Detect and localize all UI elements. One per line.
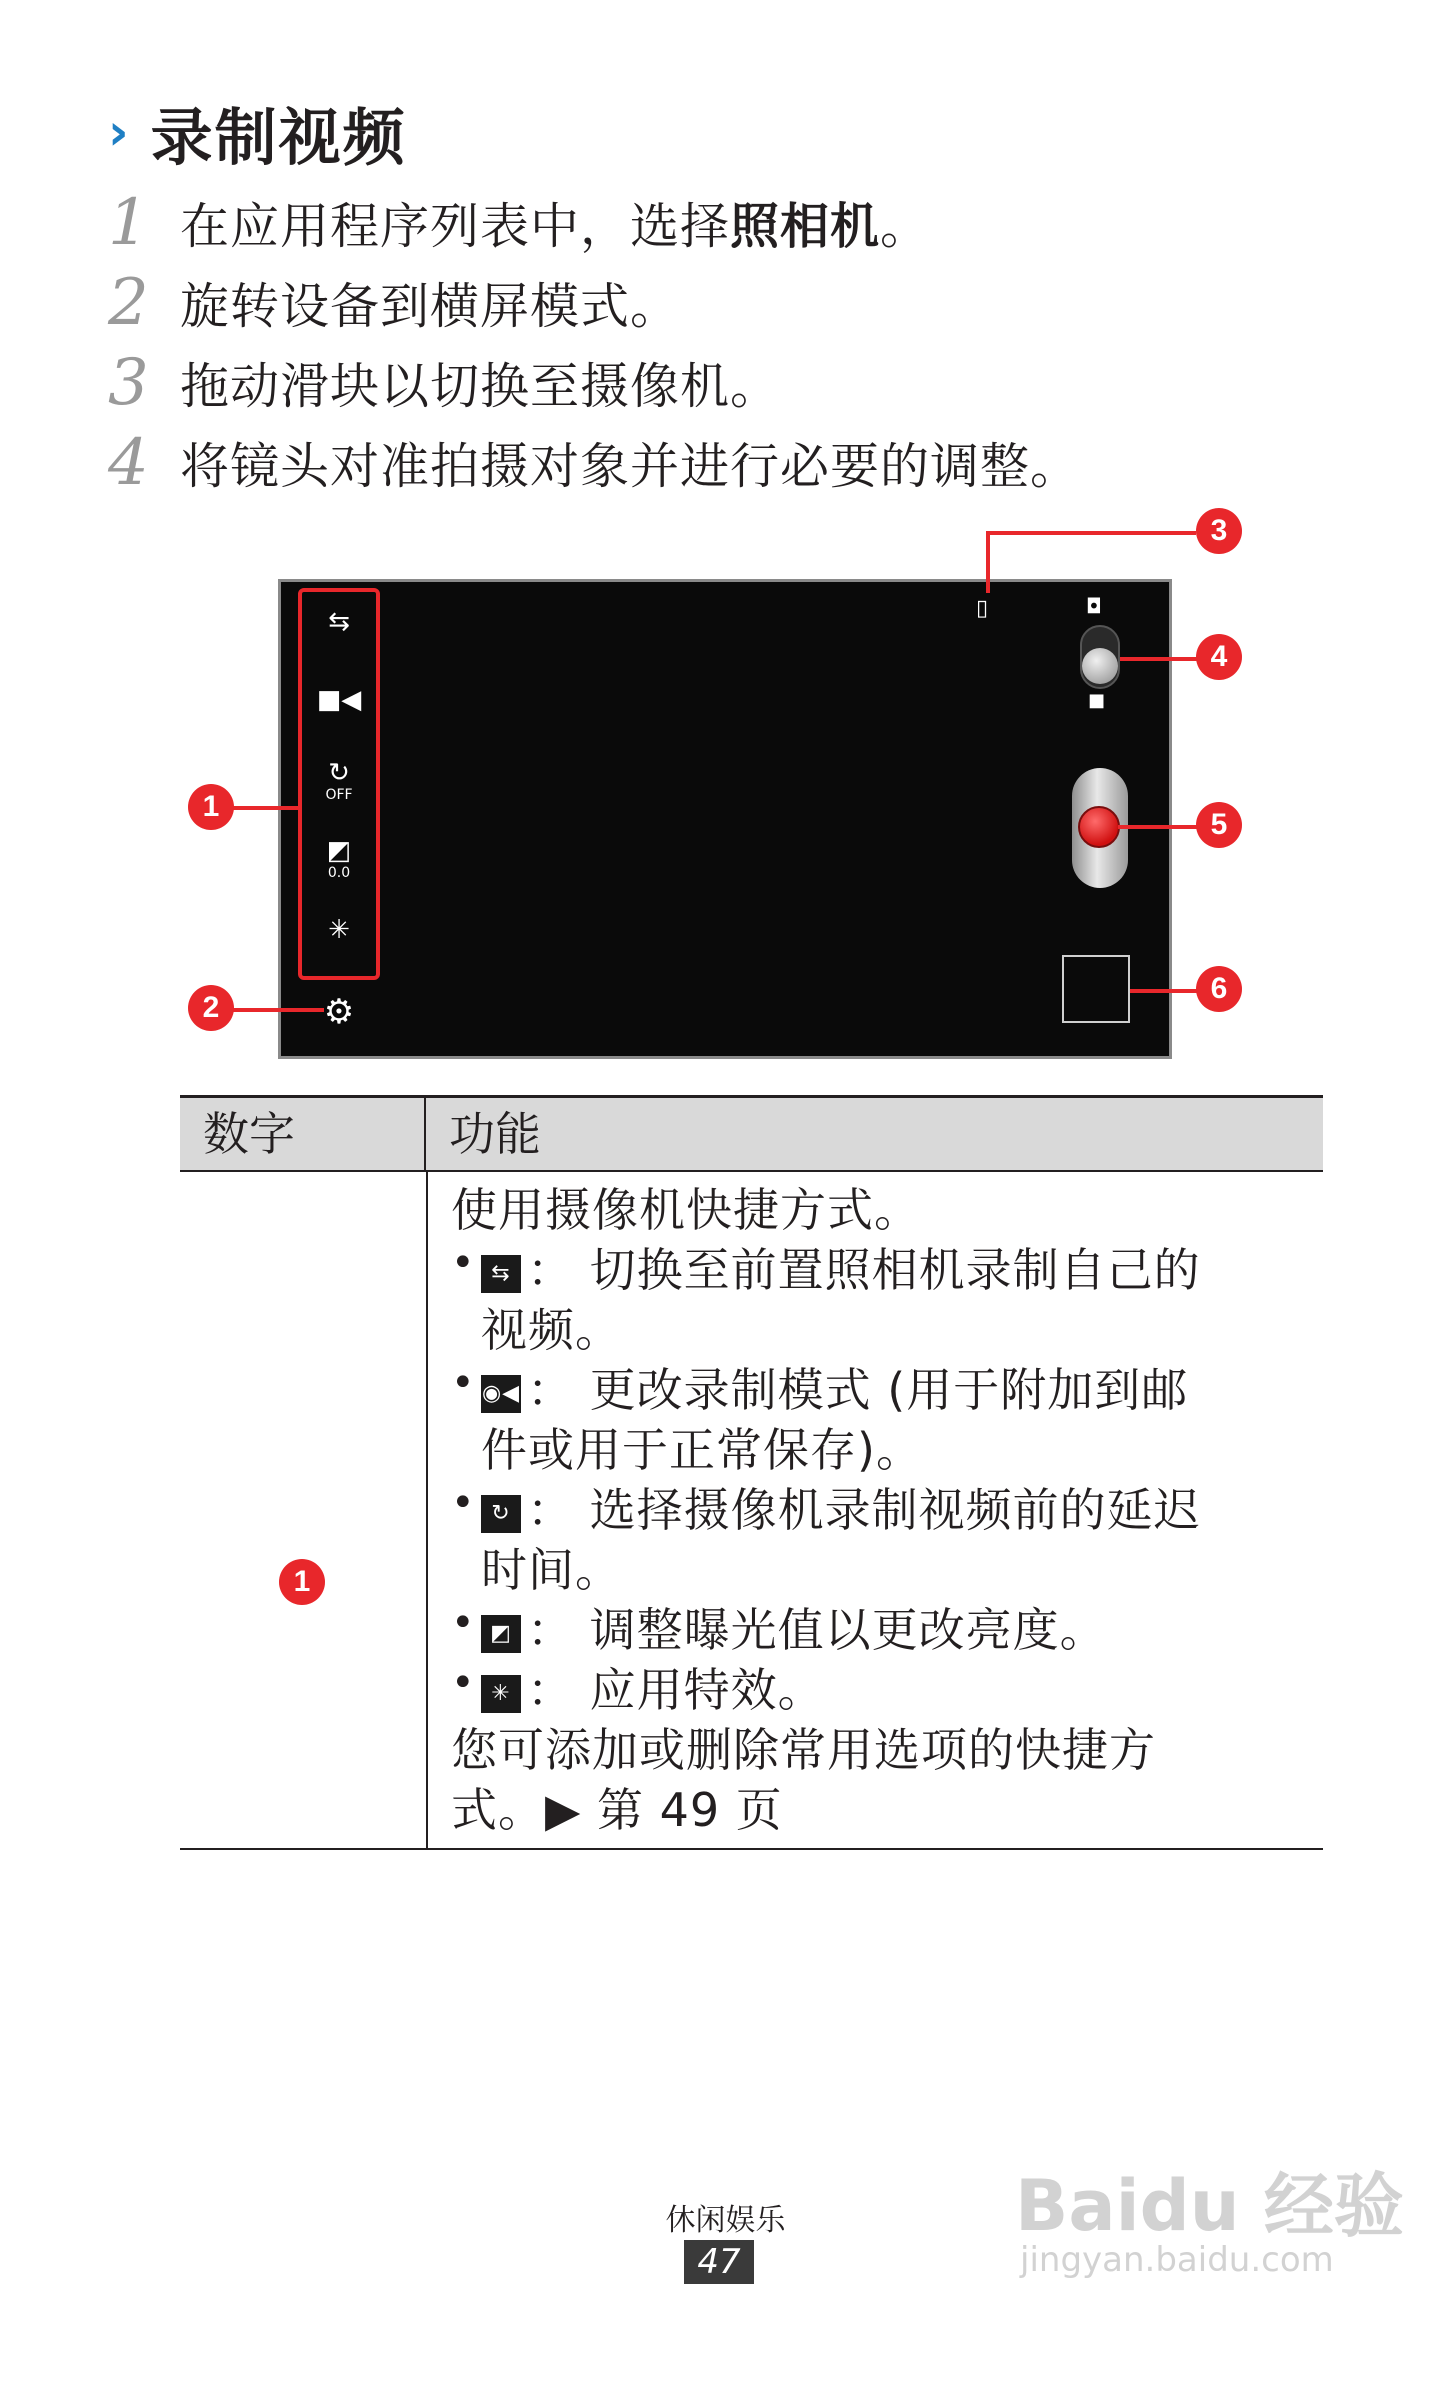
step-text: 将镜头对准拍摄对象并进行必要的调整。 — [180, 438, 1081, 495]
switch-camera-icon: ⇆ — [481, 1255, 521, 1293]
footer-category: 休闲娱乐 — [665, 2203, 786, 2238]
callout-1: 1 — [188, 784, 234, 830]
list-item: • ⇆ ： 切换至前置照相机录制自己的 视频。 — [451, 1240, 1201, 1357]
leader-line-5 — [1118, 825, 1198, 829]
function-table — [180, 1095, 1323, 1850]
callout-5: 5 — [1196, 802, 1242, 848]
step-text: 在应用程序列表中，选择照相机。 — [180, 198, 931, 255]
baidu-watermark-url: jingyan.baidu.com — [1020, 2240, 1334, 2280]
step-1 — [108, 183, 930, 263]
video-mode-icon: ■ — [1088, 690, 1106, 711]
leader-line-6 — [1130, 989, 1198, 993]
leader-line-1 — [232, 806, 300, 810]
chevron-right-icon: › — [108, 103, 129, 161]
step-number: 2 — [108, 266, 149, 340]
row-number-cell — [180, 1172, 428, 1848]
step-3 — [108, 343, 780, 423]
camera-viewfinder — [278, 579, 1172, 1059]
timer-off-icon[interactable]: ↻ OFF — [325, 758, 353, 803]
callout-3: 3 — [1196, 508, 1242, 554]
settings-icon[interactable]: ⚙ — [323, 992, 355, 1032]
list-item: • ✳ ： 应用特效。 — [451, 1660, 825, 1717]
timer-off-icon: ↻ — [481, 1495, 521, 1533]
callout-4: 4 — [1196, 634, 1242, 680]
callout-2: 2 — [188, 985, 234, 1031]
recording-mode-icon: ◉◀ — [481, 1375, 521, 1413]
step-4 — [108, 423, 1080, 503]
exposure-icon[interactable]: ◩ 0.0 — [326, 836, 352, 881]
step-text: 旋转设备到横屏模式。 — [180, 278, 681, 335]
section-title: 录制视频 — [150, 100, 407, 174]
row-callout-1: 1 — [279, 1559, 325, 1605]
step-2 — [108, 263, 680, 343]
page-reference-link[interactable]: 式。▶ 第 49 页 — [451, 1783, 783, 1837]
mode-switch-knob[interactable] — [1082, 648, 1118, 684]
leader-line-3-vertical — [986, 531, 990, 593]
step-number: 4 — [108, 426, 149, 500]
callout-6: 6 — [1196, 966, 1242, 1012]
table-intro: 使用摄像机快捷方式。 — [451, 1183, 921, 1237]
effects-icon: ✳ — [481, 1675, 521, 1713]
list-item: • ↻ ： 选择摄像机录制视频前的延迟 时间。 — [451, 1480, 1201, 1597]
leader-line-2 — [232, 1008, 324, 1012]
list-item: • ◩ ： 调整曝光值以更改亮度。 — [451, 1600, 1107, 1657]
exposure-icon: ◩ — [481, 1615, 521, 1653]
row-function-cell — [428, 1172, 1323, 1848]
header-function: 功能 — [449, 1107, 541, 1161]
leader-line-4 — [1120, 657, 1198, 661]
effects-icon[interactable]: ✳ — [328, 915, 350, 945]
camera-mode-icon: ◘ — [1086, 594, 1102, 618]
record-dot-icon[interactable] — [1078, 806, 1120, 848]
step-number: 1 — [108, 186, 149, 260]
switch-camera-icon[interactable]: ⇆ — [328, 607, 350, 637]
table-row — [180, 1172, 1323, 1850]
list-item: • ◉◀ ： 更改录制模式 (用于附加到邮 件或用于正常保存)。 — [451, 1360, 1189, 1477]
step-text: 拖动滑块以切换至摄像机。 — [180, 358, 781, 415]
section-heading — [108, 92, 407, 172]
header-number: 数字 — [180, 1098, 426, 1170]
note-line: 您可添加或删除常用选项的快捷方 — [451, 1723, 1156, 1777]
page-number: 47 — [684, 2240, 754, 2284]
self-portrait-icon[interactable]: ▯ — [976, 596, 989, 621]
step-number: 3 — [108, 346, 149, 420]
table-header — [180, 1095, 1323, 1172]
recording-mode-icon[interactable]: ■◀ — [316, 685, 362, 715]
gallery-thumbnail[interactable] — [1062, 955, 1130, 1023]
baidu-watermark-logo: Baidu 经验 — [1015, 2165, 1404, 2247]
leader-line-3 — [986, 531, 1196, 535]
